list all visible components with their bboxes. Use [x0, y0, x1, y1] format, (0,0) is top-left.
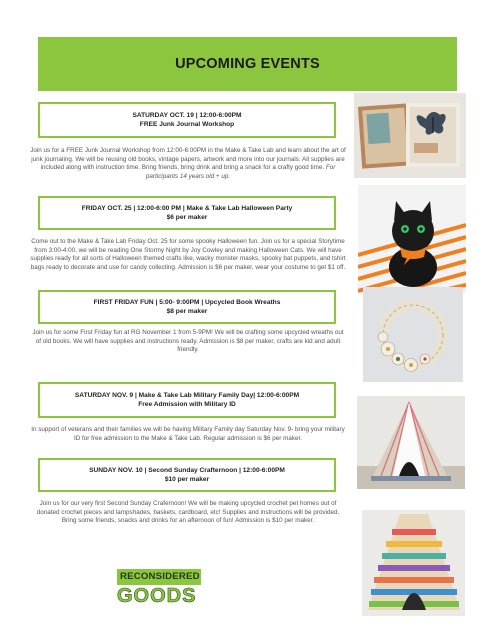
- event-heading-box: [38, 102, 336, 138]
- event-description: Join us for our very first Second Sunday Crafernoon! We will be making upcycled crochet pet homes out of donated crochet pieces and lampshades, baskets, cardboard, etc! Supplies and instructions will be provided. Bring some friends, snacks and drinks for an afternoon of fun! Admission is $10 per maker.: [36, 500, 340, 525]
- book-wreath-photo: [363, 287, 463, 382]
- event-heading-detail: $8 per maker: [166, 308, 208, 315]
- halloween-cat-photo: [358, 185, 466, 293]
- event-description: Join us for a FREE Junk Journal Workshop from 12:00-6:00PM in the Make & Take Lab and learn about the art of junk journaling. We will be reusing old books, vintage papers, artwork and more into our journals. All supplies are included along with instruction time. Bring friends, bring drink and bring a snack for a crafty good time. For participants 14 years old + up.: [30, 147, 346, 180]
- junk-journal-photo: [354, 93, 466, 178]
- event-heading-detail: $10 per maker: [164, 476, 210, 483]
- page-title: UPCOMING EVENTS: [175, 56, 320, 72]
- event-heading-box: [38, 196, 336, 230]
- event-heading-box: [38, 382, 336, 418]
- event-heading-date: SATURDAY OCT. 19 | 12:00-6:00PM: [132, 112, 242, 119]
- event-heading-detail: Free Admission with Military ID: [138, 401, 236, 408]
- title-banner: [38, 37, 457, 91]
- event-heading-detail: FREE Junk Journal Workshop: [139, 121, 235, 128]
- event-description: In support of veterans and their families we will be having Military Family day Saturday Nov. 9- bring your military ID for free admission to the Make & Take Lab. Regular admission is $6 per maker.: [31, 426, 345, 442]
- event-description: Join us for some First Friday fun at RG November 1 from 5-9PM! We will be crafting some upcycled wreaths out of old books. We will have supplies and instructions ready. Admission is $8 per maker, crafts are kid and adult friendly.: [32, 329, 344, 354]
- event-heading-date: FRIDAY OCT. 25 | 12:00-6:00 PM | Make & Take Lab Halloween Party: [81, 205, 293, 212]
- event-heading-date: FIRST FRIDAY FUN | 5:00- 9:00PM | Upcycled Book Wreaths: [93, 299, 281, 306]
- event-heading-detail: $6 per maker: [166, 214, 208, 221]
- event-heading-date: SUNDAY NOV. 10 | Second Sunday Crafternoon | 12:00-6:00PM: [89, 467, 285, 474]
- crochet-lampshade-photo: [362, 510, 465, 616]
- logo-line-2: GOODS: [117, 585, 197, 607]
- event-heading-box: [38, 290, 336, 324]
- pet-tent-photo: [357, 396, 465, 489]
- age-note: For participants 14 years old + up.: [145, 164, 336, 180]
- reconsidered-goods-logo: [117, 569, 201, 609]
- event-description: Come out to the Make & Take Lab Friday Oct. 25 for some spooky Halloween fun. Join us for a special Storytime from 3:00-4:00, we will be reading One Stormy Night by Joy Cowley and making Halloween Cats. We will have supplies ready for all sorts of Halloween themed crafts like, wacky monster masks, spooky bat puppets, and tshirt bags ready to decorate and use for candy collecting. Admission is $6 per maker, wear your costume to get $1 off.: [30, 238, 346, 271]
- event-heading-box: [38, 458, 336, 492]
- event-heading-date: SATURDAY NOV. 9 | Make & Take Lab Military Family Day| 12:00-6:00PM: [74, 392, 300, 399]
- logo-line-1: RECONSIDERED: [117, 569, 201, 585]
